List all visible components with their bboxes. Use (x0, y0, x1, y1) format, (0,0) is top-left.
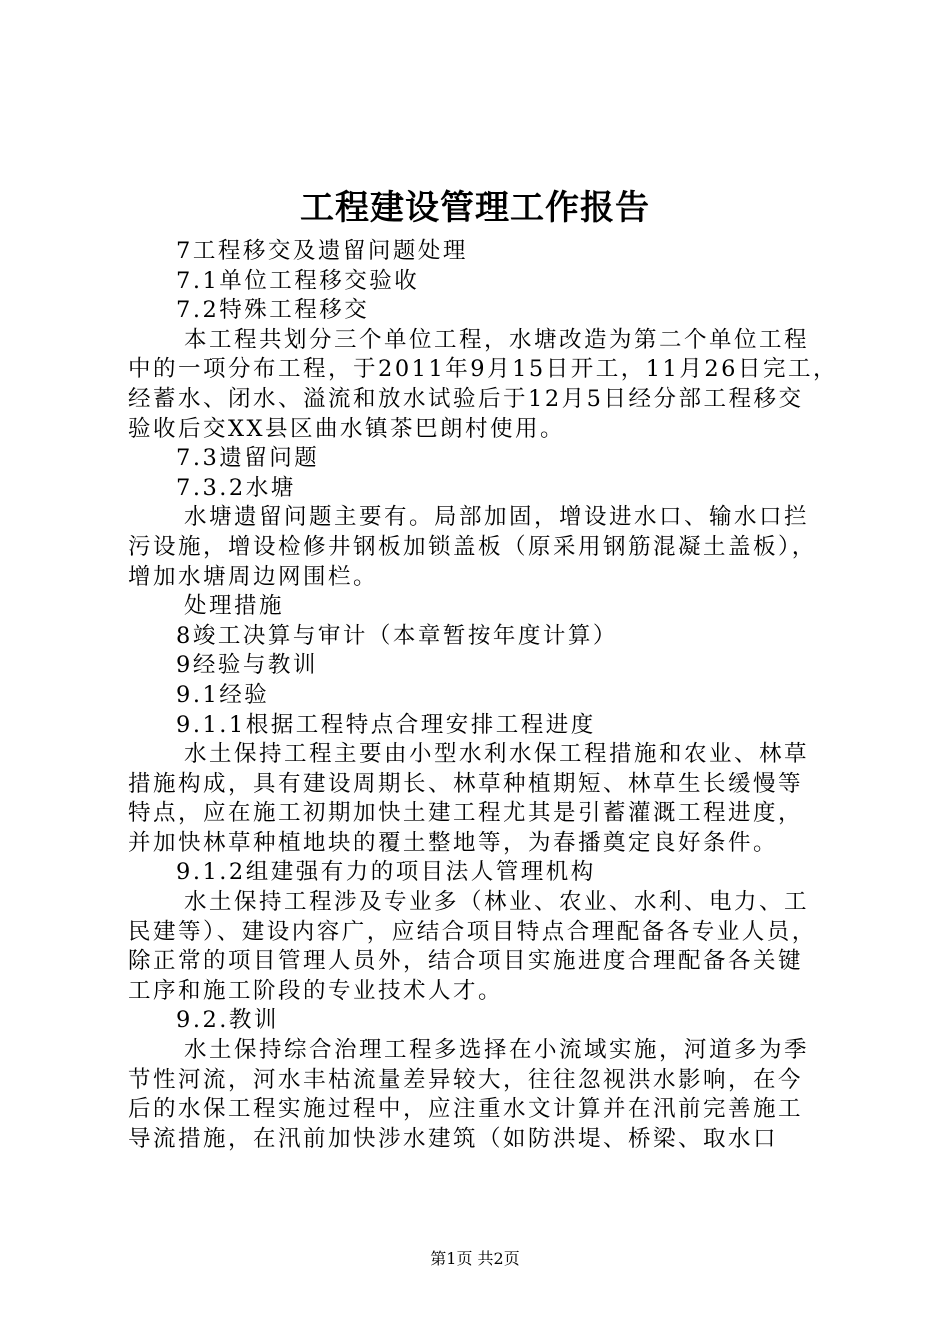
paragraph-line: 污设施，增设检修井钢板加锁盖板（原采用钢筋混凝土盖板）， (128, 533, 817, 560)
section-heading: 9.1.2组建强有力的项目法人管理机构 (176, 859, 596, 886)
section-heading: 8竣工决算与审计（本章暂按年度计算） (176, 622, 618, 649)
paragraph-line: 节性河流，河水丰枯流量差异较大，往往忽视洪水影响，在今 (128, 1066, 804, 1093)
document-title: 工程建设管理工作报告 (300, 188, 650, 228)
section-heading: 7.3.2水塘 (176, 474, 296, 501)
section-heading: 7工程移交及遗留问题处理 (176, 238, 468, 264)
page-footer: 第1页 共2页 (430, 1249, 520, 1268)
paragraph-line: 后的水保工程实施过程中，应注重水文计算并在汛前完善施工 (128, 1096, 804, 1123)
section-heading: 7.3遗留问题 (176, 445, 320, 472)
paragraph-line: 水土保持综合治理工程多选择在小流域实施，河道多为季 (184, 1037, 810, 1064)
section-heading: 9.2.教训 (176, 1007, 279, 1034)
paragraph-line: 水塘遗留问题主要有。局部加固，增设进水口、输水口拦 (184, 504, 810, 531)
paragraph-line: 工序和施工阶段的专业技术人才。 (128, 977, 504, 1004)
paragraph-line: 经蓄水、闭水、溢流和放水试验后于12月5日经分部工程移交 (128, 385, 804, 412)
section-heading: 9.1.1根据工程特点合理安排工程进度 (176, 711, 596, 738)
section-heading: 9经验与教训 (176, 652, 318, 679)
paragraph-line: 验收后交XX县区曲水镇茶巴朗村使用。 (128, 415, 566, 442)
paragraph-line: 中的一项分布工程，于2011年9月15日开工，11月26日完工， (128, 356, 838, 383)
paragraph-line: 水土保持工程涉及专业多（林业、农业、水利、电力、工 (184, 889, 810, 916)
paragraph-line: 特点，应在施工初期加快土建工程尤其是引蓄灌溉工程进度， (128, 800, 804, 827)
paragraph-line: 处理措施 (184, 593, 285, 620)
paragraph-line: 导流措施，在汛前加快涉水建筑（如防洪堤、桥梁、取水口 (128, 1125, 779, 1152)
paragraph-line: 增加水塘周边网围栏。 (128, 563, 379, 590)
section-heading: 7.2特殊工程移交 (176, 297, 370, 324)
paragraph-line: 水土保持工程主要由小型水利水保工程措施和农业、林草 (184, 741, 810, 768)
paragraph-line: 措施构成，具有建设周期长、林草种植期短、林草生长缓慢等 (128, 770, 804, 797)
section-heading: 7.1单位工程移交验收 (176, 267, 420, 294)
paragraph-line: 本工程共划分三个单位工程，水塘改造为第二个单位工程 (184, 326, 810, 353)
paragraph-line: 除正常的项目管理人员外，结合项目实施进度合理配备各关键 (128, 948, 804, 975)
paragraph-line: 民建等）、建设内容广，应结合项目特点合理配备各专业人员， (128, 918, 817, 945)
document-body (128, 237, 838, 1154)
paragraph-line: 并加快林草种植地块的覆土整地等，为春播奠定良好条件。 (128, 829, 779, 856)
section-heading: 9.1经验 (176, 681, 270, 708)
